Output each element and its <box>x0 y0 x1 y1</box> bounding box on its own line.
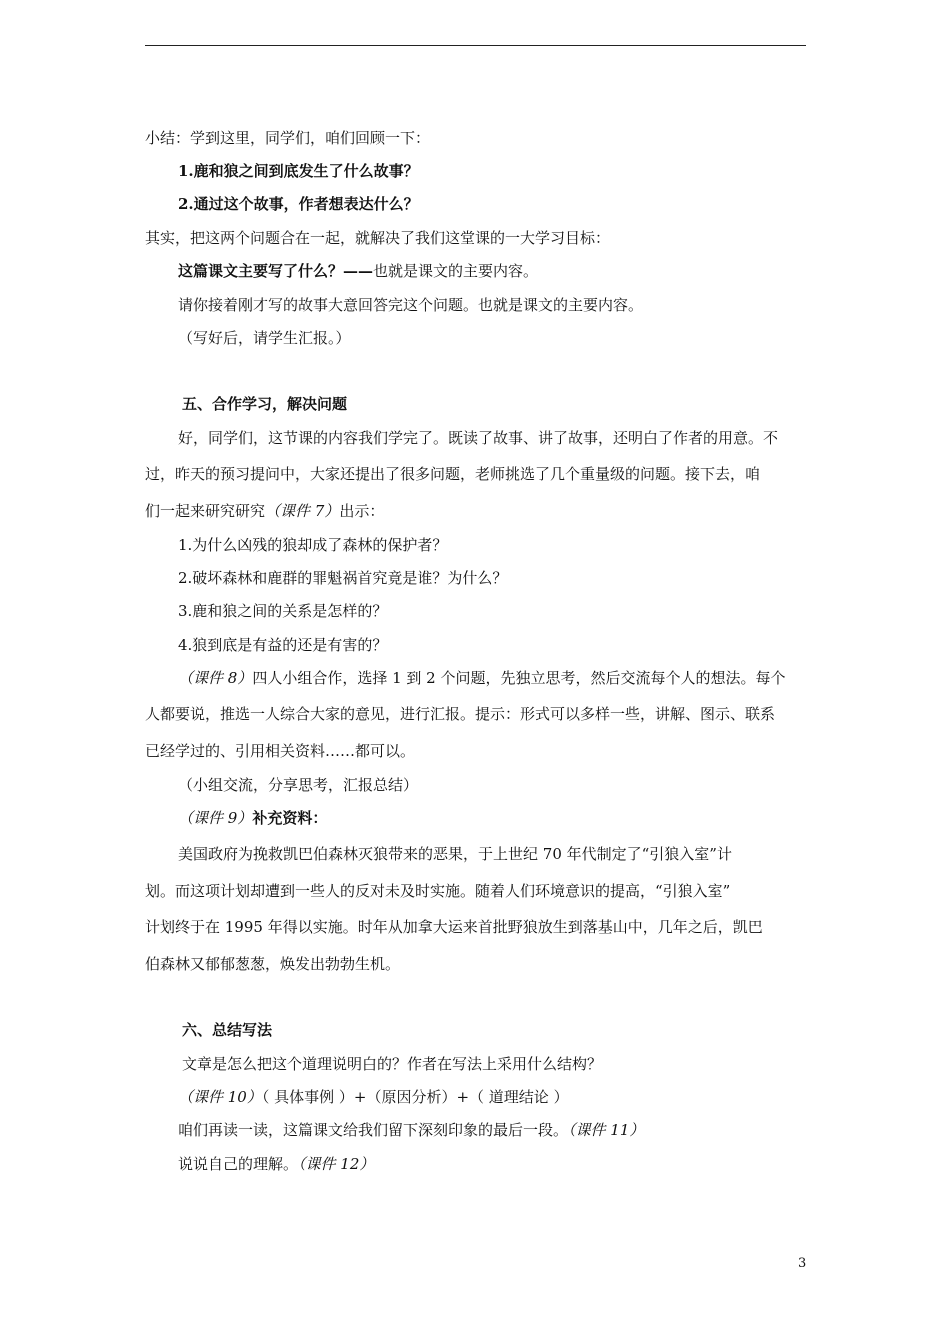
paragraph-line <box>178 775 418 795</box>
paragraph-line <box>145 501 384 521</box>
text-segment: 过，昨天的预习提问中，大家还提出了很多问题，老师挑选了几个重量级的问题。接下去，咱 <box>145 465 761 483</box>
text-segment: （小组交流，分享思考，汇报总结） <box>178 776 419 794</box>
main-content-line <box>178 261 538 281</box>
paragraph-line <box>178 1120 644 1140</box>
paragraph-line <box>145 917 763 937</box>
text-segment: 小结：学到这里，同学们，咱们回顾一下： <box>145 129 431 147</box>
text-segment: 计划终于在 1995 年得以实施。时年从加拿大运来首批野狼放生到落基山中，几年之后，凯巴 <box>145 918 763 936</box>
text-segment: 也就是课文的主要内容。 <box>373 262 539 280</box>
paragraph-line <box>178 668 785 688</box>
text-segment: 伯森林又郁郁葱葱，焕发出勃勃生机。 <box>145 955 401 973</box>
section-6-heading <box>182 1020 272 1040</box>
text-segment: 2.通过这个故事，作者想表达什么？ <box>178 195 419 213</box>
paragraph-line <box>145 881 730 901</box>
text-segment: 4.狼到底是有益的还是有害的？ <box>178 636 388 654</box>
paragraph-line <box>145 464 760 484</box>
text-segment: 文章是怎么把这个道理说明白的？作者在写法上采用什么结构？ <box>182 1055 603 1073</box>
text-segment: （课件 10） <box>178 1088 262 1106</box>
instruction-line <box>178 295 643 315</box>
text-segment: 说说自己的理解。 <box>178 1155 299 1173</box>
text-segment: 其实，把这两个问题合在一起，就解决了我们这堂课的一大学习目标： <box>145 229 611 247</box>
list-item <box>178 535 447 555</box>
list-item <box>178 635 387 655</box>
text-segment: （写好后，请学生汇报。） <box>178 329 351 347</box>
text-segment: 出示： <box>339 502 385 520</box>
paragraph-line <box>182 1054 602 1074</box>
page-number: 3 <box>798 1256 807 1271</box>
text-segment: 请你接着刚才写的故事大意回答完这个问题。也就是课文的主要内容。 <box>178 296 644 314</box>
paragraph-line <box>145 954 400 974</box>
goal-line <box>145 228 610 248</box>
paragraph-line <box>145 704 775 724</box>
text-segment: （课件 7） <box>265 502 340 520</box>
text-segment: 们一起来研究研究 <box>145 502 266 520</box>
text-segment: 已经学过的、引用相关资料……都可以。 <box>145 742 416 760</box>
text-segment: 1.鹿和狼之间到底发生了什么故事？ <box>178 162 419 180</box>
question-2 <box>178 194 419 214</box>
summary-intro <box>145 128 430 148</box>
text-segment: 美国政府为挽救凯巴伯森林灭狼带来的恶果，于上世纪 70 年代制定了“引狼入室”计 <box>178 845 732 863</box>
report-note <box>178 328 351 348</box>
text-segment: 这篇课文主要写了什么？—— <box>178 262 374 280</box>
list-item <box>178 601 387 621</box>
question-1 <box>178 161 419 181</box>
text-segment: 3.鹿和狼之间的关系是怎样的？ <box>178 602 388 620</box>
text-segment: 1.为什么凶残的狼却成了森林的保护者？ <box>178 536 448 554</box>
text-segment: 六、总结写法 <box>182 1021 273 1039</box>
text-segment: 四人小组合作，选择 1 到 2 个问题，先独立思考，然后交流每个人的想法。每个 <box>252 669 786 687</box>
text-segment: 好，同学们，这节课的内容我们学完了。既读了故事、讲了故事，还明白了作者的用意。不 <box>178 429 779 447</box>
header-rule <box>145 45 806 46</box>
text-segment: （课件 12） <box>298 1155 375 1173</box>
paragraph-line <box>178 844 732 864</box>
text-segment: 咱们再读一读，这篇课文给我们留下深刻印象的最后一段。 <box>178 1121 569 1139</box>
text-segment: 补充资料： <box>252 809 328 827</box>
list-item <box>178 568 507 588</box>
text-segment: 2.破坏森林和鹿群的罪魁祸首究竟是谁？为什么？ <box>178 569 508 587</box>
section-5-heading <box>182 394 347 414</box>
text-segment: （ 具体事例 ）+（原因分析）+（ 道理结论 ） <box>261 1088 569 1106</box>
text-segment: 人都要说，推选一人综合大家的意见，进行汇报。提示：形式可以多样一些，讲解、图示、联系 <box>145 705 776 723</box>
text-segment: 划。而这项计划却遭到一些人的反对未及时实施。随着人们环境意识的提高，“引狼入室” <box>145 882 731 900</box>
paragraph-line <box>145 741 415 761</box>
text-segment: （课件 11） <box>568 1121 645 1139</box>
supplement-heading <box>178 808 327 828</box>
structure-line <box>178 1087 569 1107</box>
text-segment: （课件 8） <box>178 669 253 687</box>
paragraph-line <box>178 1154 374 1174</box>
text-segment: （课件 9） <box>178 809 253 827</box>
text-segment: 五、合作学习，解决问题 <box>182 395 348 413</box>
paragraph-line <box>178 428 778 448</box>
